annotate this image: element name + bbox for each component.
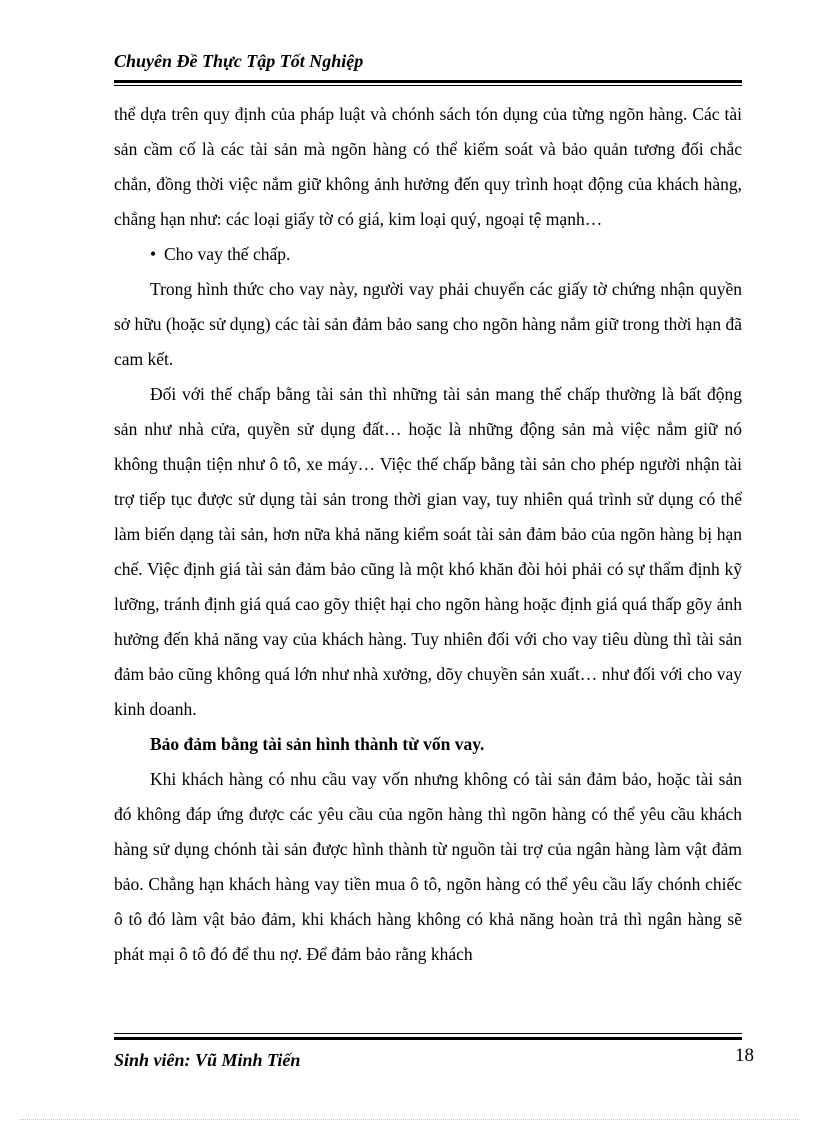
header-rule-thick bbox=[114, 80, 742, 83]
paragraph-1: thể dựa trên quy định của pháp luật và chónh sách tón dụng của từng ngõn hàng. Các tài sản cầm cố là các tài sản mà ngõn hàng có thể kiểm soát và bảo quản tương đối chắc chắn, đồng thời việc nắm giữ không ảnh hưởng đến quy trình hoạt động của khách hàng, chẳng hạn như: các loại giấy tờ có giá, kim loại quý, ngoại tệ mạnh… bbox=[114, 104, 742, 229]
footer-student-name: Sinh viên: Vũ Minh Tiến bbox=[114, 1050, 301, 1070]
bullet-icon: • bbox=[150, 244, 157, 264]
header-rule-thin bbox=[114, 85, 742, 86]
paragraph-4: Khi khách hàng có nhu cầu vay vốn nhưng không có tài sản đảm bảo, hoặc tài sản đó không đáp ứng được các yêu cầu của ngõn hàng thì ngõn hàng có thể yêu cầu khách hàng sử dụng chónh tài sản được hình thành từ nguồn tài trợ của ngân hàng làm vật đảm bảo. Chẳng hạn khách hàng vay tiền mua ô tô, ngõn hàng có thể yêu cầu lấy chónh chiếc ô tô đó làm vật bảo đảm, khi khách hàng không có khả năng hoàn trả thì ngân hàng sẽ phát mại ô tô đó để thu nợ. Để đảm bảo rằng khách bbox=[114, 769, 742, 964]
header-title: Chuyên Đề Thực Tập Tốt Nghiệp bbox=[114, 51, 364, 71]
page-number: 18 bbox=[735, 1045, 754, 1066]
bullet-item-label: Cho vay thế chấp. bbox=[164, 244, 291, 264]
page-edge-divider bbox=[20, 1119, 800, 1120]
body-text bbox=[114, 97, 742, 972]
footer-rule-thin bbox=[114, 1033, 742, 1034]
page-header bbox=[114, 48, 742, 74]
section-heading: Bảo đảm bằng tài sản hình thành từ vốn vay. bbox=[150, 734, 485, 754]
bullet-item bbox=[114, 237, 742, 272]
paragraph-2: Trong hình thức cho vay này, người vay phải chuyển các giấy tờ chứng nhận quyền sở hữu (hoặc sử dụng) các tài sản đảm bảo sang cho ngõn hàng nắm giữ trong thời hạn đã cam kết. bbox=[114, 279, 742, 369]
footer-rule-thick bbox=[114, 1037, 742, 1040]
paragraph-3: Đối với thế chấp bằng tài sản thì những tài sản mang thế chấp thường là bất động sản như nhà cửa, quyền sử dụng đất… hoặc là những động sản mà việc nắm giữ nó không thuận tiện như ô tô, xe máy… Việc thế chấp bằng tài sản cho phép người nhận tài trợ tiếp tục được sử dụng tài sản trong thời gian vay, tuy nhiên quá trình sử dụng có thể làm biến dạng tài sản, hơn nữa khả năng kiểm soát tài sản đảm bảo của ngõn hàng bị hạn chế. Việc định giá tài sản đảm bảo cũng là một khó khăn đòi hỏi phải có sự thẩm định kỹ lưỡng, tránh định giá quá cao gõy thiệt hại cho ngõn hàng hoặc định giá quá thấp gõy ảnh hưởng đến khả năng vay của khách hàng. Tuy nhiên đối với cho vay tiêu dùng thì tài sản đảm bảo cũng không quá lớn như nhà xưởng, dõy chuyền sản xuất… như đối với cho vay kinh doanh. bbox=[114, 384, 742, 719]
